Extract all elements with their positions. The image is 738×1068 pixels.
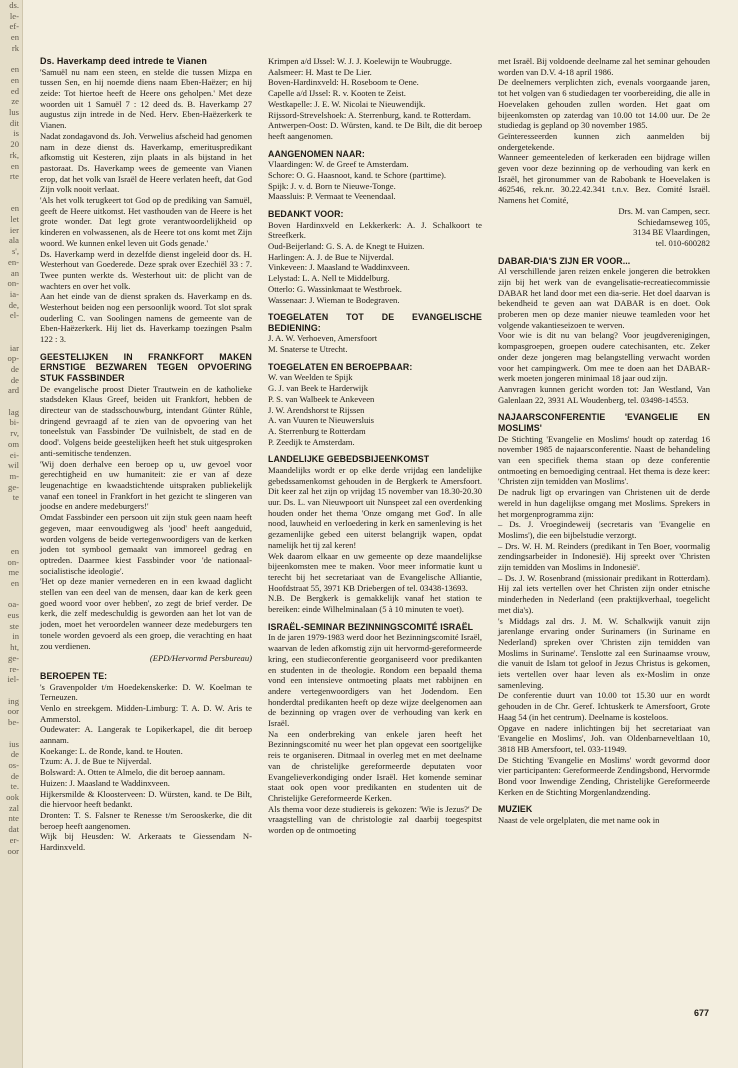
paragraph: 'Het op deze manier vernederen en in een kwaad daglicht stellen van een deel van de mensen, daar kan de kerk geen goed woord voor over hebben', zo zegt de brief verder. De kerk, die zelf medeschuldig is geworden aan het lot van de joden, moet het veroordelen wanneer deze medeburgers ten tonele worden gevoerd als een groep, die verachting en haat zou verdienen. xyxy=(40,576,252,651)
paragraph: W. van Weelden te Spijk xyxy=(268,372,353,383)
edge-fragment: te xyxy=(12,492,19,503)
section-heading: AANGENOMEN NAAR: xyxy=(268,148,365,159)
edge-fragment: en xyxy=(10,545,19,556)
edge-fragment: re- xyxy=(9,663,19,674)
section-heading: Ds. Haverkamp deed intrede te Vianen xyxy=(40,56,207,66)
paragraph: Koekange: L. de Ronde, kand. te Houten. xyxy=(40,745,183,756)
signature-line: 3134 BE Vlaardingen, xyxy=(633,227,710,238)
edge-fragment: oor xyxy=(7,845,19,856)
paragraph: Wek daarom elkaar en uw gemeente op deze maandelijkse bijeenkomsten mee te maken. Voor meer informatie kunt u terecht bij het secretariaat van de Evangelische Alliantie, Hoofdstraat 55, 3971 KB Driebergen of tel. 03438-13693. xyxy=(268,550,482,593)
paragraph: Aan het einde van de dienst spraken ds. Haverkamp en ds. Westerhout beiden nog een persoonlijk woord. Tot slot sprak ouderling C. van Soolingen namens de gemeente van de Eben-Haëzerkerk. Hij liet ds. Haverkamp toezingen Psalm 122 : 3. xyxy=(40,291,252,345)
section-heading: TOEGELATEN EN BEROEPBAAR: xyxy=(268,361,413,372)
edge-fragment: rv, xyxy=(10,428,19,439)
paragraph: Wassenaar: J. Wieman te Bodegraven. xyxy=(268,294,400,305)
edge-fragment: op- xyxy=(7,353,19,364)
paragraph: J. W. Arendshorst te Rijssen xyxy=(268,404,365,415)
edge-fragment: en xyxy=(10,64,19,75)
edge-fragment: be- xyxy=(8,717,19,728)
edge-fragment xyxy=(0,396,22,407)
edge-fragment: iel- xyxy=(7,674,19,685)
paragraph: Dronten: T. S. Falsner te Renesse t/m Serooskerke, die dit beroep heeft aangenomen. xyxy=(40,809,252,831)
edge-fragment: oa- xyxy=(8,599,19,610)
paragraph: In de jaren 1979-1983 werd door het Bezinningscomité Israël, waarvan de leden afkomstig zijn uit hervormd-gereformeerde kring, een studieconferentie georganiseerd voor predikanten en studenten in de theologie. Rondom een bepaald thema vond een intensieve ontmoeting plaats met rabbijnen en andere vertegenwoordigers van het Jodendom. Een honderdtal predikanten heeft op deze wijze deelgenomen aan de bezinning op vragen over de verhouding van kerk en Israël. xyxy=(268,632,482,729)
paragraph: Maassluis: P. Vermaat te Veenendaal. xyxy=(268,191,396,202)
edge-fragment: ala xyxy=(8,235,19,246)
edge-fragment xyxy=(0,54,22,65)
edge-fragment xyxy=(0,193,22,204)
paragraph: J. A. W. Verhoeven, Amersfoort xyxy=(268,333,378,344)
paragraph: Rijssord-Strevelshoek: A. Sterrenburg, kand. te Rotterdam. xyxy=(268,109,471,120)
edge-fragment: eus xyxy=(7,610,19,621)
paragraph: – Ds. J. W. Rosenbrand (missionair predikant in Rotterdam). Hij zal iets vertellen over het Christen zijn onder etnische minderheden in Nederland (een praktijkverhaal, toegelicht met dia's). xyxy=(498,572,710,615)
edge-fragment: ge- xyxy=(8,652,19,663)
edge-fragment xyxy=(0,524,22,535)
edge-fragment: ius xyxy=(8,738,19,749)
edge-fragment: ht, xyxy=(10,642,19,653)
section-heading: TOEGELATEN TOT DE EVANGELISCHE BEDIENING: xyxy=(268,312,482,333)
edge-fragment: de xyxy=(10,749,19,760)
edge-fragment: ze xyxy=(11,96,19,107)
edge-fragment: ef- xyxy=(9,21,19,32)
edge-fragment: el- xyxy=(9,310,19,321)
paragraph: Aanvragen kunnen gericht worden tot: Jan Westland, Van Galenlaan 22, 3931 AL Woudenberg, tel. 03498-14553. xyxy=(498,383,710,405)
edge-fragment: ed xyxy=(10,85,19,96)
edge-fragment: dit xyxy=(9,117,19,128)
paragraph: Capelle a/d IJssel: R. v. Kooten te Zeist. xyxy=(268,88,406,99)
edge-fragment: on- xyxy=(7,556,19,567)
edge-fragment xyxy=(0,332,22,343)
paragraph: Tzum: A. J. de Bue te Nijverdal. xyxy=(40,756,152,767)
edge-fragment: an xyxy=(10,267,19,278)
signature-line: tel. 010-600282 xyxy=(655,237,710,248)
edge-fragment: ste xyxy=(9,620,19,631)
edge-fragment: ds. xyxy=(9,0,19,10)
edge-fragment: er- xyxy=(9,834,19,845)
edge-fragment: 20 xyxy=(10,139,19,150)
section-heading: MUZIEK xyxy=(498,804,533,815)
paragraph: Bolsward: A. Otten te Almelo, die dit beroep aannam. xyxy=(40,767,225,778)
edge-fragment: os- xyxy=(8,759,19,770)
edge-fragment xyxy=(0,685,22,696)
paragraph: Opgave en nadere inlichtingen bij het secretariaat van 'Evangelie en Moslims', Joh. van Oldenbarneveltlaan 10, 3818 HB Amersfoort, tel. 033-11949. xyxy=(498,722,710,754)
edge-fragment: rk, xyxy=(9,149,19,160)
paragraph: N.B. De Bergkerk is gemakkelijk vanaf het station te bereiken: einde Wilhelminalaan (5 à 10 minuten te voet). xyxy=(268,593,482,615)
paragraph: Boven Hardinxveld en Lekkerkerk: A. J. Schalkoort te Streefkerk. xyxy=(268,219,482,241)
paragraph: A. van Vuuren te Nieuwersluis xyxy=(268,415,375,426)
edge-fragment xyxy=(0,728,22,739)
section-heading: ISRAËL-SEMINAR BEZINNINGSCOMITÉ ISRAËL xyxy=(268,621,474,632)
paragraph: G. J. van Beek te Harderwijk xyxy=(268,383,368,394)
paragraph: De nadruk ligt op ervaringen van Christenen uit de derde wereld in hun dagelijkse omgang met Moslims. Sprekers in het morgenprogramma zijn: xyxy=(498,487,710,519)
paragraph: Geïnteresseerden kunnen zich aanmelden bij ondergetekende. xyxy=(498,130,710,152)
paragraph: 's Gravenpolder t/m Hoedekenskerke: D. W. Koelman te Terneuzen. xyxy=(40,681,252,703)
paragraph: M. Snaterse te Utrecht. xyxy=(268,344,348,355)
paragraph: Oud-Beijerland: G. S. A. de Knegt te Huizen. xyxy=(268,241,425,252)
edge-fragment xyxy=(0,321,22,332)
edge-fragment: on- xyxy=(7,278,19,289)
edge-fragment: nte xyxy=(8,813,19,824)
paragraph: Lelystad: L. A. Nell te Middelburg. xyxy=(268,273,390,284)
paragraph: Ds. Haverkamp werd in dezelfde dienst ingeleid door ds. H. Westerhout van Goederede. Deze sprak over Ezechiël 33 : 7. Twee punten werkte ds. Westerhout uit: de plicht van de wachters en over het volk. xyxy=(40,248,252,291)
edge-fragment xyxy=(0,589,22,600)
paragraph: P. S. van Walbeek te Ankeveen xyxy=(268,393,375,404)
edge-fragment: de, xyxy=(8,299,19,310)
edge-fragment: de xyxy=(10,770,19,781)
edge-fragment: om xyxy=(8,438,19,449)
edge-fragment: en xyxy=(10,74,19,85)
paragraph: Aalsmeer: H. Mast te De Lier. xyxy=(268,66,372,77)
column-right xyxy=(498,56,710,826)
paragraph: Wanneer gemeenteleden of kerkeraden een bijdrage willen geven voor deze bezinning op de verhouding van kerk en Israël, het gironummer van de Rabobank te Hoevelaken is 462546, rek.nr. 30.22.42.341 t.n.v. Bez. Comité Israël. Namens het Comité, xyxy=(498,152,710,206)
edge-fragment: let xyxy=(10,214,19,225)
paragraph: 'Als het volk terugkeert tot God op de prediking van Samuël, geeft de Heere uitkomst. Het vasthouden van de Heere is het grote wonder. Dat legt grote verantwoordelijkheid op kinderen en volwassenen, als de Heere tot ons komt met Zijn woord. We kunnen enkel leven uit Gods genade.' xyxy=(40,195,252,248)
paragraph: met Israël. Bij voldoende deelname zal het seminar gehouden worden van D.V. 4-18 april 1986. xyxy=(498,56,710,77)
edge-fragment: te. xyxy=(10,781,19,792)
paragraph: Vlaardingen: W. de Greef te Amsterdam. xyxy=(268,159,409,170)
paragraph: P. Zeedijk te Amsterdam. xyxy=(268,436,355,447)
edge-fragment xyxy=(0,535,22,546)
section-heading: BEDANKT VOOR: xyxy=(268,209,344,220)
paragraph: Omdat Fassbinder een persoon uit zijn stuk geen naam heeft gegeven, maar eenvoudigweg als 'jood' heeft aangeduid, worden volgens de beide vertegenwoordigers van de kerken joden tot symbool gemaakt van immoreel gedrag en optreden. Daarmee kiest Fassbinder voor 'de nationaal-socialistische ideologie'. xyxy=(40,512,252,576)
paragraph: Spijk: J. v. d. Born te Nieuwe-Tonge. xyxy=(268,180,396,191)
paragraph: Naast de vele orgelplaten, die met name ook in xyxy=(498,815,660,826)
paragraph: Al verschillende jaren reizen enkele jongeren die betrokken zijn bij het werk van de evangelisatie-recreatiecommissie DABAR het land door met een dia-serie. Het doel daarvan is bekendheid te geven aan wat DABAR is en doet. Ook proberen men op deze manier nieuwe teamleden voor het volgende vakantieseizoen te werven. xyxy=(498,266,710,330)
edge-fragment: m- xyxy=(9,470,19,481)
edge-fragment: rte xyxy=(9,171,19,182)
column-middle xyxy=(268,56,482,836)
previous-page-edge xyxy=(0,0,23,1068)
signature-line: Schiedamseweg 105, xyxy=(637,216,710,227)
section-heading: BEROEPEN TE: xyxy=(40,670,108,681)
paragraph: De evangelische proost Dieter Trautwein en de katholieke stadsdeken Klaus Greef, beiden uit Frankfort, hebben de directeur van de stadsschouwburg, intendant Günter Rühle, dringend gevraagd af te zien van de opvoering van het toneelstuk van Fassbinder 'De vuilnisbelt, de stad en de dood'. Volgens beide geestelijken heeft het stuk uitgesproken anti-semitische tendenzen. xyxy=(40,383,252,458)
paragraph: 's Middags zal drs. J. M. W. Schalkwijk vanuit zijn jarenlange ervaring onder Surinamers (in Suriname en Nederland) spreken over 'Christen zijn temidden van Moslims in Suriname'. Tenslotte zal een Surinaamse vrouw, die vanuit de Islam tot geloof in Jezus Christus is gekomen, iets vertellen over haar leven als ex-Moslim in onze samenleving. xyxy=(498,615,710,690)
edge-fragment: en xyxy=(10,577,19,588)
paragraph: Wijk bij Heusden: W. Arkeraats te Giessendam N-Hardinxveld. xyxy=(40,831,252,853)
edge-fragment: zal xyxy=(8,802,19,813)
paragraph: – Drs. W. H. M. Reinders (predikant in Ten Boer, voormalig zendingsarbeider in Indonesië). Hij spreekt over 'Christen zijn temidden van Moslims in Indonesië'. xyxy=(498,540,710,573)
paragraph: – Ds. J. Vroegindeweij (secretaris van 'Evangelie en Moslims'), die een bijbelstudie verzorgt. xyxy=(498,519,710,540)
edge-fragment: dat xyxy=(8,824,19,835)
source-credit: (EPD/Hervormd Persbureau) xyxy=(149,653,252,664)
paragraph: Na een onderbreking van enkele jaren heeft het Bezinningscomité nu weer het plan opgevat een soortgelijke reis te organiseren. Ditmaal in overleg met en met deelname van de christelijke gereformeerde deputaten voor Evangelieverkondiging onder Israël. Het komende seminar staat ook open voor predikanten en studenten uit de Christelijke Gereformeerde Kerken. xyxy=(268,728,482,803)
paragraph: Maandelijks wordt er op elke derde vrijdag een landelijke gebedssamenkomst gehouden in de Bergkerk te Amersfoort. Dit keer zal het zijn op vrijdag 15 november van 18.30-20.30 uur. Ds. L. van Nieuwpoort uit Nunspeet zal een overdenking houden onder het thema 'Onze omgang met God'. In alle nood, lauwheid en verloedering in kerk en samenleving is het gezamenlijke gebed een uiterst belangrijk wapen, opdat namelijk het tij zal keren! xyxy=(268,464,482,550)
edge-fragment: iar xyxy=(9,342,19,353)
edge-fragment: en xyxy=(10,32,19,43)
edge-fragment: ier xyxy=(9,224,19,235)
edge-fragment: wil xyxy=(8,460,19,471)
edge-fragment: is xyxy=(13,128,19,139)
paragraph: Schore: O. G. Haasnoot, kand. te Schore (parttime). xyxy=(268,169,447,180)
edge-fragment: me xyxy=(8,567,19,578)
edge-fragment: ook xyxy=(6,792,19,803)
edge-fragment: s', xyxy=(11,246,19,257)
section-heading: GEESTELIJKEN IN FRANKFORT MAKEN ERNSTIGE BEZWAREN TEGEN OPVOERING STUK FASSBINDER xyxy=(40,351,252,384)
page-number: 677 xyxy=(694,1008,710,1018)
paragraph: Otterlo: G. Wassinkmaat te Westbroek. xyxy=(268,283,402,294)
edge-fragment: de xyxy=(10,374,19,385)
paragraph: Voor wie is dit nu van belang? Voor jeugdverenigingen, kompasgroepen, groepen oudere catechisanten, etc. Zeker onder deze jongeren mag belangstelling verwacht worden voor het campingwerk. Om mee te doen aan het DABAR-werk moeten jongeren minimaal 18 jaar oud zijn. xyxy=(498,330,710,384)
section-heading: DABAR-DIA'S ZIJN ER VOOR... xyxy=(498,255,631,266)
paragraph: Als thema voor deze studiereis is gekozen: 'Wie is Jezus?' De vraagstelling van de christologie zal daarbij toegespitst worden op de ontmoeting xyxy=(268,803,482,836)
edge-fragment: lus xyxy=(8,107,19,118)
column-left xyxy=(40,56,252,853)
paragraph: De Stichting 'Evangelie en Moslims' wordt gevormd door vier participanten: Gereformeerde Zendingsbond, Hervormde Bond voor Inwendige Zending, Christelijke Gereformeerde Kerken en de Stichting Morgenlandzending. xyxy=(498,754,710,797)
edge-fragment: bi- xyxy=(9,417,19,428)
edge-fragment: lag xyxy=(8,406,19,417)
edge-fragment: en xyxy=(10,203,19,214)
paragraph: Antwerpen-Oost: D. Würsten, kand. te De Bilt, die dit beroep heeft aangenomen. xyxy=(268,120,482,141)
paragraph: Venlo en streekgem. Midden-Limburg: T. A. D. W. Aris te Ammerstol. xyxy=(40,702,252,724)
paragraph: Oudewater: A. Langerak te Lopikerkapel, die dit beroep aannam. xyxy=(40,724,252,746)
edge-fragment xyxy=(0,503,22,514)
edge-fragment: rk xyxy=(11,42,19,53)
paragraph: A. Sterrenburg te Rotterdam xyxy=(268,425,366,436)
paragraph: Huizen: J. Maasland te Waddinxveen. xyxy=(40,777,170,788)
section-heading: LANDELIJKE GEBEDSBIJEENKOMST xyxy=(268,454,430,465)
paragraph: Vinkeveen: J. Maasland te Waddinxveen. xyxy=(268,262,410,273)
paragraph: Harlingen: A. J. de Bue te Nijverdal. xyxy=(268,251,394,262)
signature-line: Drs. M. van Campen, secr. xyxy=(618,205,710,216)
paragraph: De deelnemers verplichten zich, evenals voorgaande jaren, tot het volgen van 6 studiedagen ter voorbereiding, die alle in Hoevelaken gehouden zullen worden. Het gaat om bijeenkomsten op zaterdag van 10.00 tot 14.00 uur. De 2e studiedag is gepland op 30 november 1985. xyxy=(498,77,710,131)
paragraph: Nadat zondagavond ds. Joh. Verwelius afscheid had genomen nam in deze dienst ds. Haverkamp, emerituspredikant afkomstig uit Kesteren, zijn plaats in als bijstand in het pastoraat. Ds. Haverkamp wees de gemeente van Vianen erop, dat het volk van Israël de Heere verlaten heeft, dat God Zijn volk nooit verlaat. xyxy=(40,130,253,195)
edge-fragment: en- xyxy=(8,256,19,267)
paragraph: 'Wij doen derhalve een beroep op u, uw gevoel voor gerechtigheid en uw humaniteit: zie er van af deze leugenachtige en kwaadstichtende uitspraken publiekelijk vanaf een toneel in Frankfort in het gezicht te slingeren van joodse en andere medeburgers!' xyxy=(40,458,252,512)
paragraph: De Stichting 'Evangelie en Moslims' houdt op zaterdag 16 november 1985 de najaarsconferentie. Naast de behandeling van een specifiek thema staan op deze conferentie ontmoeting en bemoediging centraal. Het thema is deze keer: 'Christen zijn temidden van Moslims'. xyxy=(498,433,710,487)
edge-fragment: ard xyxy=(8,385,19,396)
edge-fragment: ei- xyxy=(9,449,19,460)
edge-fragment: in xyxy=(12,631,19,642)
edge-fragment: ge- xyxy=(8,481,19,492)
paragraph: Westkapelle: J. E. W. Nicolai te Nieuwendijk. xyxy=(268,98,426,109)
edge-fragment: de xyxy=(10,363,19,374)
edge-fragment xyxy=(0,182,22,193)
edge-fragment: ing xyxy=(8,695,19,706)
paragraph: Hijkersmilde & Kloosterveen: D. Würsten, kand. te De Bilt, die hiervoor heeft bedankt. xyxy=(40,788,252,810)
section-heading: NAJAARSCONFERENTIE 'EVANGELIE EN MOSLIMS' xyxy=(498,412,710,433)
edge-fragment: en xyxy=(10,160,19,171)
paragraph: De conferentie duurt van 10.00 tot 15.30 uur en wordt gehouden in de Chr. Geref. Ichtuskerk te Amersfoort, Grote Haag 54 (in het centrum). Deelname is kosteloos. xyxy=(498,690,710,722)
paragraph: Boven-Hardinxveld: H. Roseboom te Oene. xyxy=(268,77,419,88)
edge-fragment: le- xyxy=(9,10,19,21)
edge-fragment xyxy=(0,514,22,525)
edge-fragment: ia- xyxy=(9,288,19,299)
paragraph: 'Samuël nu nam een steen, en stelde die tussen Mizpa en tussen Sen, en hij noemde diens naam Eben-Haëzer; en hij zeide: Tot hiertoe heeft de Heere ons geholpen.' Met deze woorden uit 1 Samuël 7 : 12 deed ds. B. Haverkamp 27 augustus zijn intrede in de Ned. Herv. Eben-Haëzerkerk te Vianen. xyxy=(40,66,252,131)
paragraph: Krimpen a/d IJssel: W. J. J. Koelewijn te Woubrugge. xyxy=(268,56,452,66)
edge-fragment: oor xyxy=(7,706,19,717)
